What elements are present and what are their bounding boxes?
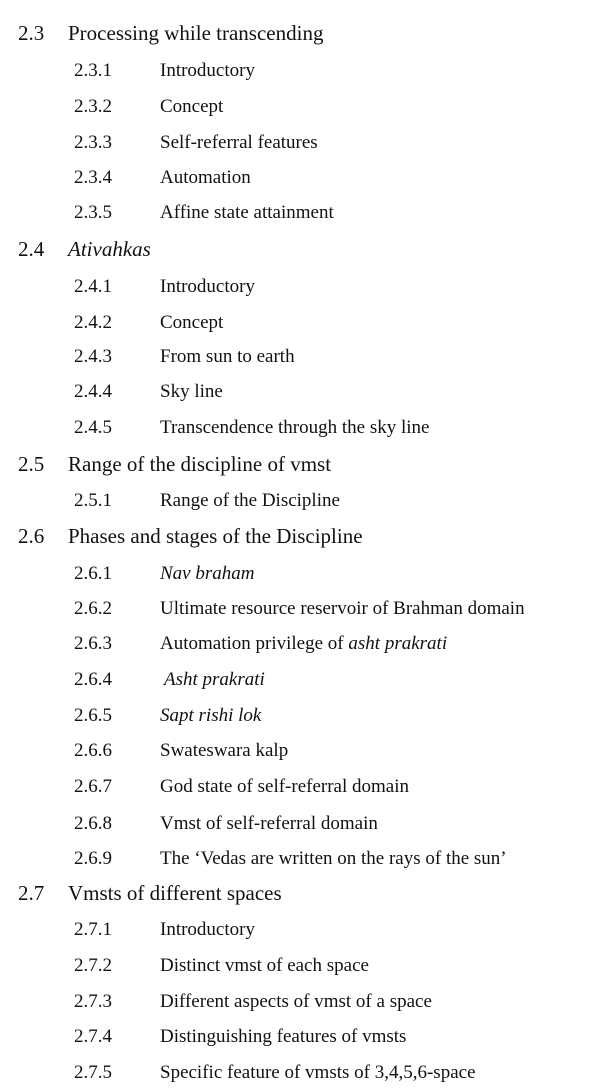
- subsection-entry: [74, 417, 429, 439]
- subsection-entry: [74, 598, 525, 620]
- subsection-number: 2.3.1: [74, 60, 112, 81]
- subsection-entry: [74, 740, 288, 762]
- subsection-number: 2.7.4: [74, 1026, 112, 1047]
- subsection-number: 2.7.1: [74, 919, 112, 940]
- section-title: Ativahkas: [68, 237, 151, 261]
- subsection-entry: [74, 669, 265, 691]
- subsection-title: Different aspects of vmst of a space: [160, 991, 432, 1012]
- subsection-number: 2.6.4: [74, 669, 112, 690]
- subsection-title: Distinct vmst of each space: [160, 955, 369, 976]
- subsection-title: Vmst of self-referral domain: [160, 813, 378, 834]
- subsection-entry: [74, 991, 432, 1013]
- subsection-title: Self-referral features: [160, 132, 318, 153]
- subsection-entry: [74, 1026, 406, 1048]
- subsection-entry: [74, 813, 378, 835]
- subsection-entry: [74, 1062, 476, 1084]
- subsection-title: Specific feature of vmsts of 3,4,5,6-space: [160, 1062, 476, 1083]
- section-heading: [18, 524, 363, 548]
- subsection-title: Affine state attainment: [160, 202, 334, 223]
- subsection-entry: [74, 848, 507, 870]
- subsection-number: 2.4.3: [74, 346, 112, 367]
- section-number: 2.5: [18, 452, 45, 476]
- subsection-number: 2.4.5: [74, 417, 112, 438]
- subsection-title: Sapt rishi lok: [160, 705, 262, 726]
- subsection-entry: [74, 563, 254, 585]
- subsection-entry: [74, 276, 255, 298]
- section-heading: [18, 881, 282, 905]
- section-heading: [18, 21, 323, 45]
- subsection-title: Concept: [160, 312, 224, 333]
- section-title: Range of the discipline of vmst: [68, 452, 332, 476]
- section-title: Phases and stages of the Discipline: [68, 524, 363, 548]
- section-heading: [18, 452, 331, 476]
- subsection-entry: [74, 955, 369, 977]
- subsection-entry: [74, 381, 223, 403]
- subsection-entry: [74, 96, 223, 118]
- section-heading: [18, 237, 151, 261]
- subsection-number: 2.7.2: [74, 955, 112, 976]
- subsection-title: Concept: [160, 96, 224, 117]
- subsection-title: Asht prakrati: [164, 669, 265, 690]
- section-number: 2.7: [18, 881, 45, 905]
- section-number: 2.4: [18, 237, 45, 261]
- section-number: 2.3: [18, 21, 45, 45]
- subsection-number: 2.6.6: [74, 740, 112, 761]
- subsection-number: 2.6.8: [74, 813, 112, 834]
- section-title: Vmsts of different spaces: [68, 881, 282, 905]
- section-number: 2.6: [18, 524, 45, 548]
- subsection-number: 2.6.2: [74, 598, 112, 619]
- subsection-number: 2.7.3: [74, 991, 112, 1012]
- subsection-entry: [74, 776, 409, 798]
- subsection-title-italic: asht prakrati: [348, 633, 448, 654]
- subsection-entry: [74, 312, 223, 334]
- subsection-number: 2.6.3: [74, 633, 112, 654]
- subsection-entry: [74, 202, 334, 224]
- subsection-title: God state of self-referral domain: [160, 776, 410, 797]
- subsection-number: 2.5.1: [74, 490, 112, 511]
- subsection-title: Swateswara kalp: [160, 740, 289, 761]
- subsection-title: Automation: [160, 167, 251, 188]
- subsection-number: 2.4.2: [74, 312, 112, 333]
- section-title: Processing while transcending: [68, 21, 324, 45]
- subsection-number: 2.3.5: [74, 202, 112, 223]
- subsection-entry: [74, 705, 261, 727]
- subsection-number: 2.4.1: [74, 276, 112, 297]
- subsection-entry: [74, 60, 255, 82]
- subsection-title: Introductory: [160, 276, 255, 297]
- subsection-entry: [74, 633, 447, 655]
- subsection-title: Transcendence through the sky line: [160, 417, 430, 438]
- subsection-title: Nav braham: [160, 563, 255, 584]
- subsection-number: 2.3.4: [74, 167, 112, 188]
- subsection-entry: [74, 346, 295, 368]
- subsection-title: Introductory: [160, 919, 255, 940]
- subsection-title: Introductory: [160, 60, 255, 81]
- subsection-number: 2.6.1: [74, 563, 112, 584]
- subsection-number: 2.3.3: [74, 132, 112, 153]
- subsection-title: Range of the Discipline: [160, 490, 340, 511]
- subsection-title-prefix: Automation privilege of: [160, 633, 349, 654]
- subsection-number: 2.6.5: [74, 705, 112, 726]
- subsection-number: 2.4.4: [74, 381, 112, 402]
- subsection-entry: [74, 167, 251, 189]
- subsection-title: The ‘Vedas are written on the rays of the sun’: [160, 848, 507, 869]
- subsection-title: Distinguishing features of vmsts: [160, 1026, 407, 1047]
- subsection-title: Ultimate resource reservoir of Brahman domain: [160, 598, 525, 619]
- subsection-title: Sky line: [160, 381, 223, 402]
- subsection-entry: [74, 132, 318, 154]
- subsection-number: 2.3.2: [74, 96, 112, 117]
- subsection-number: 2.6.7: [74, 776, 112, 797]
- subsection-number: 2.7.5: [74, 1062, 112, 1083]
- subsection-entry: [74, 919, 255, 941]
- subsection-title: From sun to earth: [160, 346, 295, 367]
- subsection-number: 2.6.9: [74, 848, 112, 869]
- subsection-entry: [74, 490, 340, 512]
